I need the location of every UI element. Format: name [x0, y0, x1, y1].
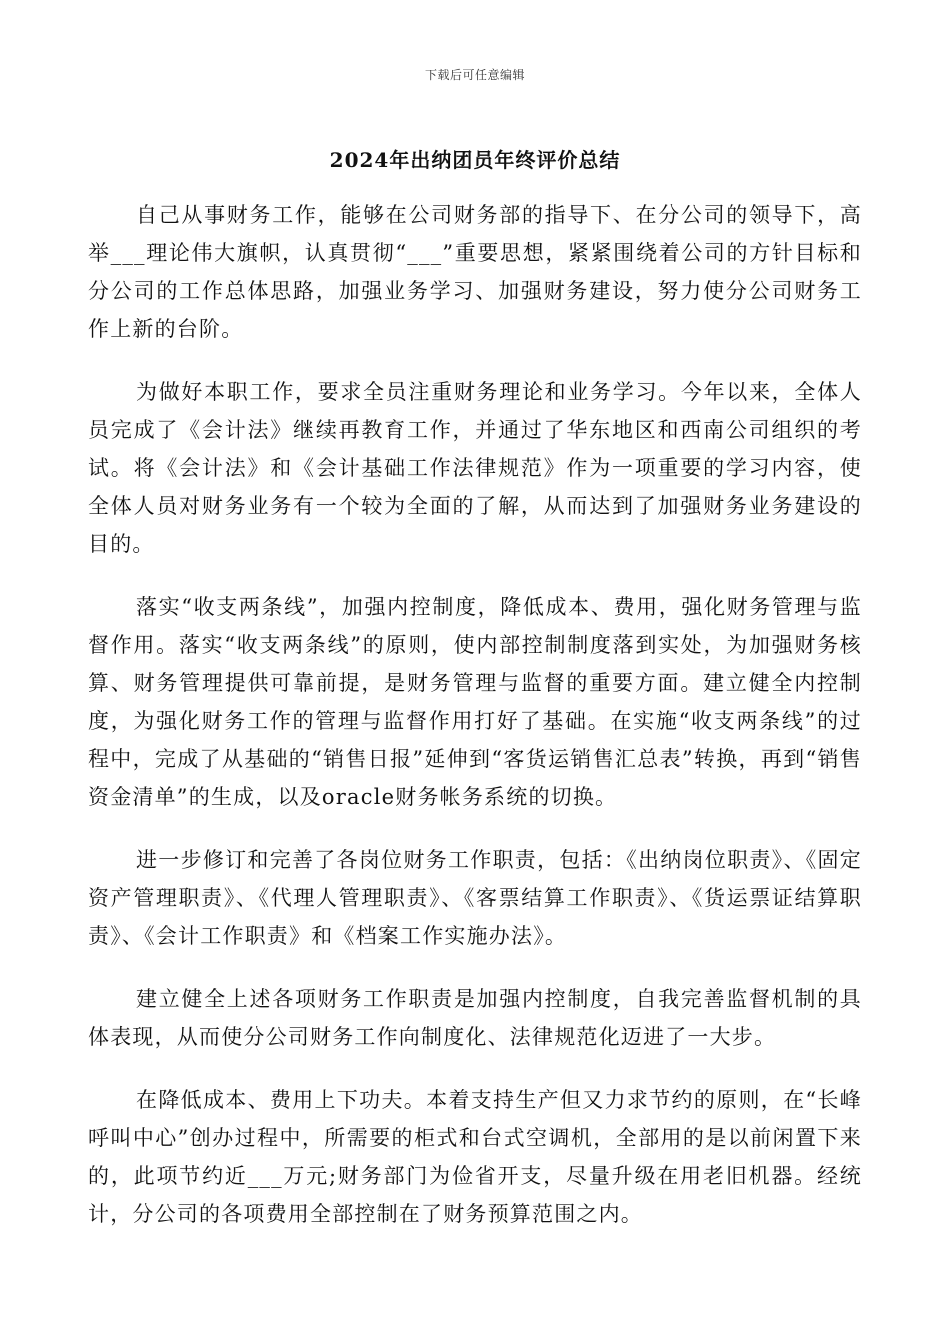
- document-title: 2024年出纳团员年终评价总结: [329, 148, 621, 172]
- paragraph-5: 建立健全上述各项财务工作职责是加强内控制度，自我完善监督机制的具体表现，从而使分公司财务工作向制度化、法律规范化迈进了一大步。: [88, 987, 862, 1049]
- page-header-note: 下载后可任意编辑: [424, 68, 525, 82]
- paragraph-4: 进一步修订和完善了各岗位财务工作职责，包括：《出纳岗位职责》、《固定资产管理职责》、《代理人管理职责》、《客票结算工作职责》、《货运票证结算职责》、《会计工作职责》和《档案工作实施办法》。: [88, 848, 862, 948]
- paragraph-3: 落实“收支两条线”，加强内控制度，降低成本、费用，强化财务管理与监督作用。落实“收支两条线”的原则，使内部控制制度落到实处，为加强财务核算、财务管理提供可靠前提，是财务管理与监督的重要方面。建立健全内控制度，为强化财务工作的管理与监督作用打好了基础。在实施“收支两条线”的过程中，完成了从基础的“销售日报”延伸到“客货运销售汇总表”转换，再到“销售资金清单”的生成，以及oracle财务帐务系统的切换。: [88, 595, 862, 809]
- document-body: [88, 196, 862, 1258]
- paragraph-6: 在降低成本、费用上下功夫。本着支持生产但又力求节约的原则，在“长峰呼叫中心”创办过程中，所需要的柜式和台式空调机，全部用的是以前闲置下来的，此项节约近___万元;财务部门为俭省开支，尽量升级在用老旧机器。经统计，分公司的各项费用全部控制在了财务预算范围之内。: [88, 1088, 862, 1226]
- paragraph-2: 为做好本职工作，要求全员注重财务理论和业务学习。今年以来，全体人员完成了《会计法》继续再教育工作，并通过了华东地区和西南公司组织的考试。将《会计法》和《会计基础工作法律规范》作为一项重要的学习内容，使全体人员对财务业务有一个较为全面的了解，从而达到了加强财务业务建设的目的。: [88, 380, 862, 556]
- paragraph-1: 自己从事财务工作，能够在公司财务部的指导下、在分公司的领导下，高举___理论伟大旗帜，认真贯彻“___”重要思想，紧紧围绕着公司的方针目标和分公司的工作总体思路，加强业务学习、加强财务建设，努力使分公司财务工作上新的台阶。: [88, 203, 862, 341]
